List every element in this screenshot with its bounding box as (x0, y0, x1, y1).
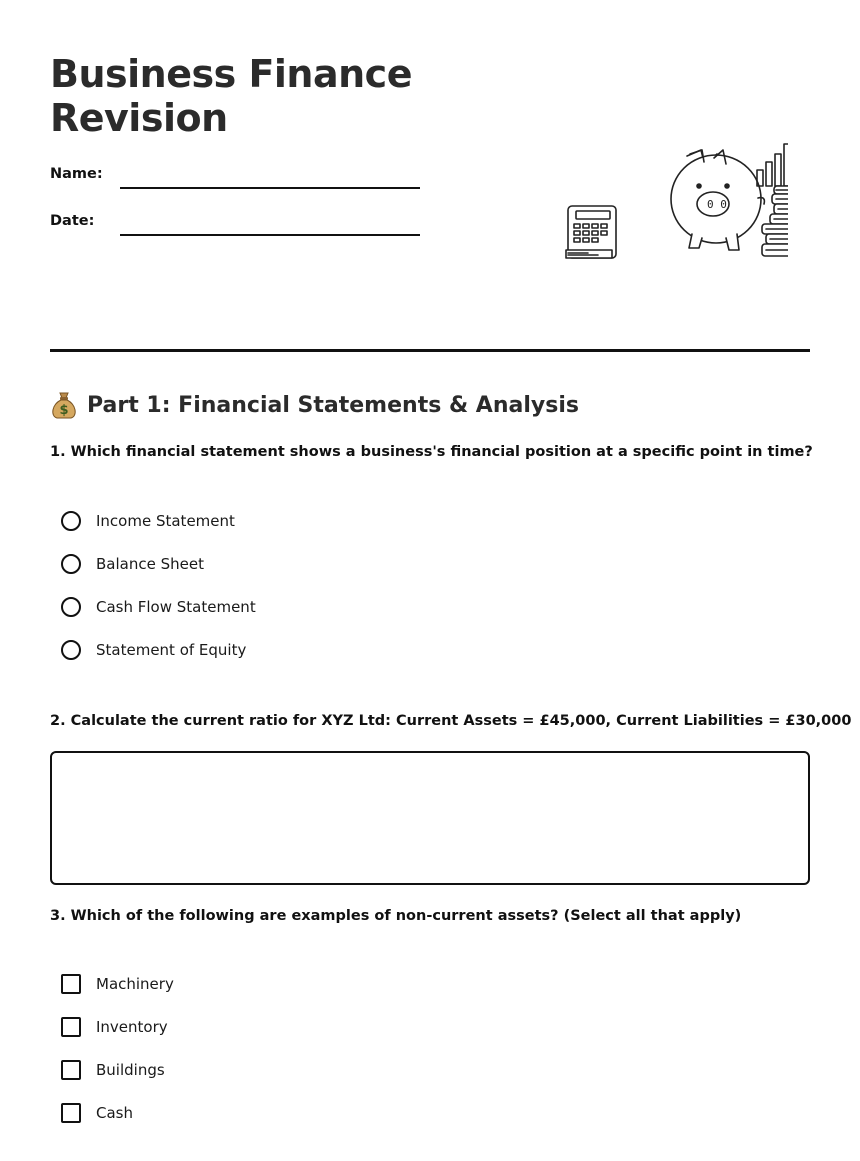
section-header (50, 388, 579, 422)
svg-text:$: $ (59, 403, 69, 418)
option-label: Buildings (96, 1061, 165, 1079)
option-label: Cash Flow Statement (96, 598, 256, 616)
svg-text:0 0: 0 0 (707, 198, 727, 211)
option-cash-flow-statement[interactable] (61, 596, 461, 639)
option-machinery[interactable] (61, 973, 461, 1016)
section-title: Part 1: Financial Statements & Analysis (87, 392, 579, 418)
radio-button[interactable] (61, 554, 81, 574)
piggy-bank-icon (671, 150, 764, 250)
option-income-statement[interactable] (61, 510, 461, 553)
question-1-options (61, 510, 461, 682)
money-bag-icon (50, 390, 78, 420)
radio-button[interactable] (61, 597, 81, 617)
question-1: 1. Which financial statement shows a business's financial position at a specific point in time? (50, 444, 813, 460)
option-label: Machinery (96, 975, 174, 993)
radio-button[interactable] (61, 640, 81, 660)
checkbox[interactable] (61, 1103, 81, 1123)
question-3-options (61, 973, 461, 1145)
option-label: Balance Sheet (96, 555, 204, 573)
date-line[interactable] (120, 234, 420, 236)
date-label: Date: (50, 213, 95, 229)
option-label: Inventory (96, 1018, 168, 1036)
name-line[interactable] (120, 187, 420, 189)
finance-illustration (562, 142, 788, 264)
checkbox[interactable] (61, 1060, 81, 1080)
answer-textbox[interactable] (50, 751, 810, 885)
option-label: Cash (96, 1104, 133, 1122)
bar-chart-icon (757, 144, 788, 186)
calculator-icon (566, 206, 616, 258)
checkbox[interactable] (61, 974, 81, 994)
radio-button[interactable] (61, 511, 81, 531)
question-3: 3. Which of the following are examples of non-current assets? (Select all that apply) (50, 908, 742, 924)
page-title: Business Finance Revision (50, 52, 412, 140)
checkbox[interactable] (61, 1017, 81, 1037)
option-buildings[interactable] (61, 1059, 461, 1102)
worksheet-page (50, 0, 852, 1161)
option-statement-of-equity[interactable] (61, 639, 461, 682)
name-field[interactable] (50, 166, 420, 196)
question-2: 2. Calculate the current ratio for XYZ Ltd: Current Assets = £45,000, Current Liabilities = £30,000 (50, 713, 852, 729)
option-inventory[interactable] (61, 1016, 461, 1059)
name-label: Name: (50, 166, 103, 182)
option-cash[interactable] (61, 1102, 461, 1145)
section-divider (50, 349, 810, 352)
date-field[interactable] (50, 213, 420, 243)
option-label: Income Statement (96, 512, 235, 530)
stacked-books-icon (762, 186, 788, 256)
option-balance-sheet[interactable] (61, 553, 461, 596)
option-label: Statement of Equity (96, 641, 247, 659)
